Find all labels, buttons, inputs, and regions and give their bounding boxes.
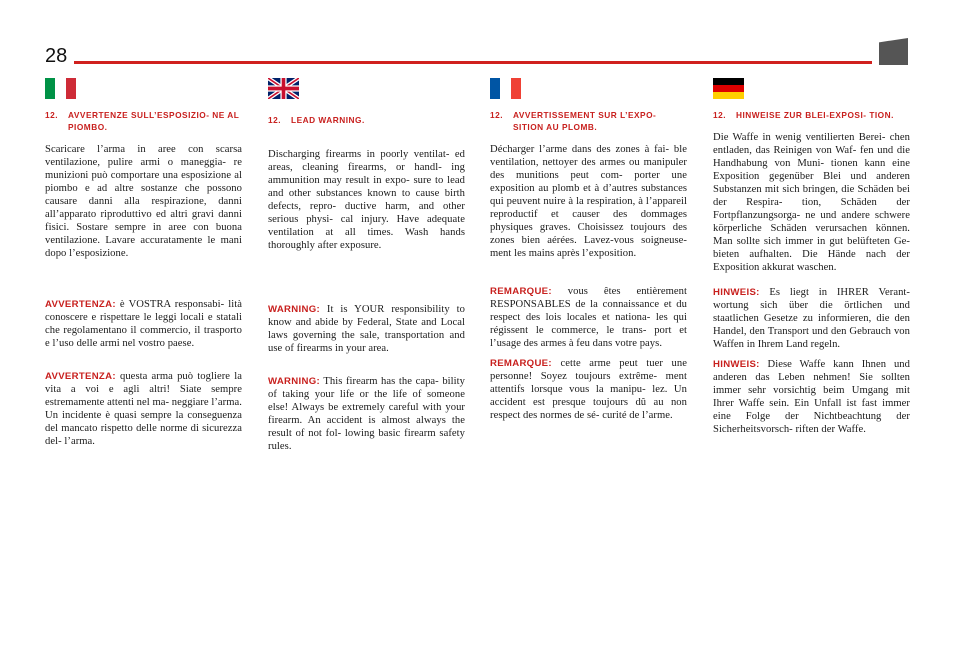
warning-label: HINWEIS: xyxy=(713,359,760,370)
warning-text: cette arme peut tuer une personne! Soyez toujours extrême- ment attentifs lorsque vous la manipu- lez. Un accident est presque toujours dû au non respect des normes de sé- curité de l’arme. xyxy=(490,358,687,421)
header-rule xyxy=(74,61,872,64)
warning-paragraph-1 xyxy=(268,303,465,355)
warning-label: AVVERTENZA: xyxy=(45,371,116,382)
germany-flag-icon xyxy=(713,78,744,99)
uk-flag-icon xyxy=(268,78,299,99)
warning-text: vous êtes entièrement RESPONSABLES de la connaissance et du respect des lois locales et nationa- les qui régissent le commerce, le trans- port et l’usage des armes à feu dans votre pays. xyxy=(490,286,687,349)
warning-paragraph-2 xyxy=(490,357,687,422)
intro-paragraph: Die Waffe in wenig ventilierten Berei- chen entladen, das Reinigen von Waf- fen und die Handhabung von Muni- tionen kann eine Exposition gegenüber Blei und anderen Substanzen mit sich bringen, die Schäden bei der Respira- tion, Schäden der Fortpflanzungsorga- ne und andere schwere körperliche Schäden verursachen können. Man sollte sich immer in gut belüfteten Ge- bieten aufhalten. Die Hände nach der Exposition akkurat waschen. xyxy=(713,132,910,273)
italy-flag-icon xyxy=(45,78,76,99)
warning-label: WARNING: xyxy=(268,376,320,387)
warning-paragraph-1 xyxy=(45,298,242,350)
warning-text: questa arma può togliere la vita a voi e agli altri! Siate sempre estremamente attenti nel ma- neggiare l’arma. Un incidente è quasi sempre la conseguenza del mancato rispetto delle norme di sicurezza del- l’arma. xyxy=(45,371,242,447)
corner-tab xyxy=(879,38,908,65)
warning-paragraph-2 xyxy=(268,375,465,453)
column-german xyxy=(713,78,910,436)
warning-label: AVVERTENZA: xyxy=(45,299,116,310)
column-italian xyxy=(45,78,242,448)
column-english xyxy=(268,78,465,453)
column-french xyxy=(490,78,687,422)
warning-text: This firearm has the capa- bility of taking your life or the life of someone else! Always be extremely careful with your firearm. An accident is almost always the result of not fol- lowing basic firearm safety rules. xyxy=(268,376,465,452)
warning-paragraph-2 xyxy=(713,358,910,436)
page-number: 28 xyxy=(45,45,68,67)
section-title xyxy=(490,109,687,133)
warning-paragraph-2 xyxy=(45,370,242,448)
warning-paragraph-1 xyxy=(490,285,687,350)
section-title xyxy=(268,114,465,126)
section-title-text: AVVERTENZE SULL’ESPOSIZIO- NE AL PIOMBO. xyxy=(68,110,240,132)
warning-text: Es liegt in IHRER Verant- wortung sich über die örtlichen und staatlichen Gesetze zu informieren, die den Handel, den Transport und den Gebrauch von Waffen in Ihrem Land regeln. xyxy=(713,287,910,350)
warning-label: WARNING: xyxy=(268,304,320,315)
warning-label: HINWEIS: xyxy=(713,287,760,298)
section-title-text: HINWEISE ZUR BLEI-EXPOSI- TION. xyxy=(736,110,894,120)
section-number: 12. xyxy=(713,110,727,120)
section-number: 12. xyxy=(490,110,504,120)
warning-label: REMARQUE: xyxy=(490,358,552,369)
intro-paragraph: Décharger l’arme dans des zones à fai- ble ventilation, nettoyer des armes ou manipuler des munitions peut com- porter une exposition au plomb et à d’autres substances qui peuvent nuire à la respiration, à l’appareil reproductif et causer des dommages physiques graves. Choisissez toujours des zones bien aérées. Lavez-vous soigneuse- ment les mains après l’exposition. xyxy=(490,144,687,259)
warning-label: REMARQUE: xyxy=(490,286,552,297)
warning-text: It is YOUR responsibility to know and abide by Federal, State and Local laws governing the sale, transportation and use of firearms in your area. xyxy=(268,304,465,354)
warning-text: è VOSTRA responsabi- lità conoscere e rispettare le leggi locali e statali che regolamentano il commercio, il trasporto e l’uso delle armi nel vostro paese. xyxy=(45,299,242,349)
section-number: 12. xyxy=(45,110,59,120)
intro-paragraph: Discharging firearms in poorly ventilat- ed areas, cleaning firearms, or handl- ing ammunition may result in expo- sure to lead and other substances known to cause birth defects, repro- ductive harm, and other serious physi- cal injury. Have adequate ventilation at all times. Wash hands thoroughly after exposure. xyxy=(268,149,465,251)
france-flag-icon xyxy=(490,78,521,99)
section-title-text: LEAD WARNING. xyxy=(291,115,365,125)
intro-paragraph: Scaricare l’arma in aree con scarsa ventilazione, pulire armi o maneggia- re munizioni può comportare una esposizione al piombo e ad altre sostanze che possono causare danni alla respirazione, danni all’apparato riproduttivo ed altri gravi danni fisici. Sostare sempre in aree con buona ventilazione. Lavare accuratamente le mani dopo l’esposizione. xyxy=(45,144,242,259)
warning-text: Diese Waffe kann Ihnen und anderen das Leben nehmen! Sie sollten immer sehr vorsichtig beim Umgang mit Ihrer Waffe sein. Ein Unfall ist fast immer eine Folge der Nichtbeachtung der Sicherheitsvorsch- riften der Waffe. xyxy=(713,359,910,435)
section-title xyxy=(45,109,242,133)
section-title-text: AVVERTISSEMENT SUR L’EXPO- SITION AU PLOMB. xyxy=(513,110,657,132)
section-number: 12. xyxy=(268,115,282,125)
warning-paragraph-1 xyxy=(713,286,910,351)
section-title xyxy=(713,109,910,121)
